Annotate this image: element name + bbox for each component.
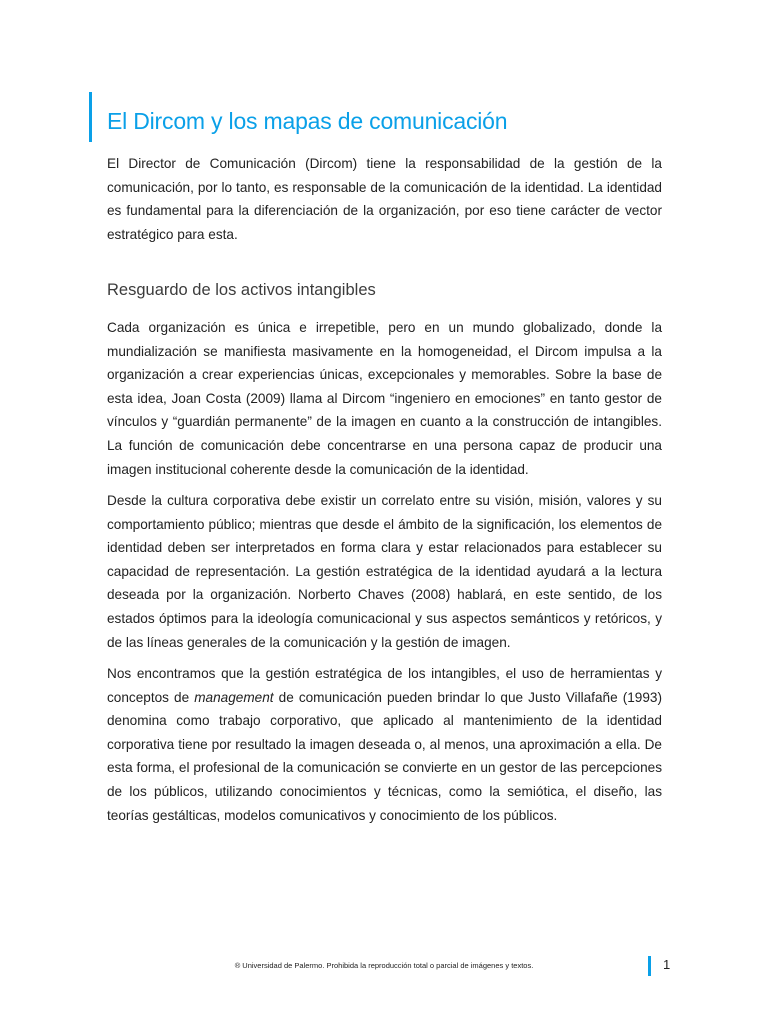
body-paragraph-3 <box>107 662 662 827</box>
paragraph-3-text-end: de comunicación pueden brindar lo que Justo Villafañe (1993) denomina como trabajo corporativo, que aplicado al mantenimiento de la identidad corporativa tiene por resultado la imagen deseada o, al menos, una aproximación a ella. De esta forma, el profesional de la comunicación se convierte en un gestor de las percepciones de los públicos, utilizando conocimientos y técnicas, como la semiótica, el diseño, las teorías gestálticas, modelos comunicativos y conocimiento de los públicos. <box>107 689 662 823</box>
section-heading: Resguardo de los activos intangibles <box>107 281 376 299</box>
body-paragraph-2: Desde la cultura corporativa debe existir un correlato entre su visión, misión, valores y su comportamiento público; mientras que desde el ámbito de la significación, los elementos de identidad deben ser interpretados en forma clara y estar relacionados para establecer su capacidad de representación. La gestión estratégica de la identidad ayudará a la lectura deseada por la organización. Norberto Chaves (2008) hablará, en este sentido, de los estados óptimos para la ideología comunicacional y sus aspectos semánticos y retóricos, y de las líneas generales de la comunicación y la gestión de imagen. <box>107 493 662 650</box>
emphasis-management: management <box>194 689 274 705</box>
page-number-accent-bar <box>648 956 651 976</box>
body-paragraph-1: Cada organización es única e irrepetible, pero en un mundo globalizado, donde la mundialización se manifiesta masivamente en la homogeneidad, el Dircom impulsa a la organización a crear experiencias únicas, excepcionales y memorables. Sobre la base de esta idea, Joan Costa (2009) llama al Dircom “ingeniero en emociones” en tanto gestor de vínculos y “guardián permanente” de la imagen en cuanto a la construcción de intangibles. La función de comunicación debe concentrarse en una persona capaz de producir una imagen institucional coherente desde la comunicación de la identidad. <box>107 320 662 477</box>
page-title: El Dircom y los mapas de comunicación <box>107 108 508 134</box>
intro-paragraph: El Director de Comunicación (Dircom) tiene la responsabilidad de la gestión de la comunicación, por lo tanto, es responsable de la comunicación de la identidad. La identidad es fundamental para la diferenciación de la organización, por eso tiene carácter de vector estratégico para esta. <box>107 156 662 242</box>
title-accent-bar <box>89 92 92 142</box>
footer-copyright: ® Universidad de Palermo. Prohibida la reproducción total o parcial de imágenes y textos. <box>234 961 534 970</box>
paragraph-3-text-start: Nos encontramos que la gestión estratégica de los intangibles, el uso de herramientas y conceptos de <box>107 666 662 705</box>
page-number: 1 <box>663 957 671 972</box>
